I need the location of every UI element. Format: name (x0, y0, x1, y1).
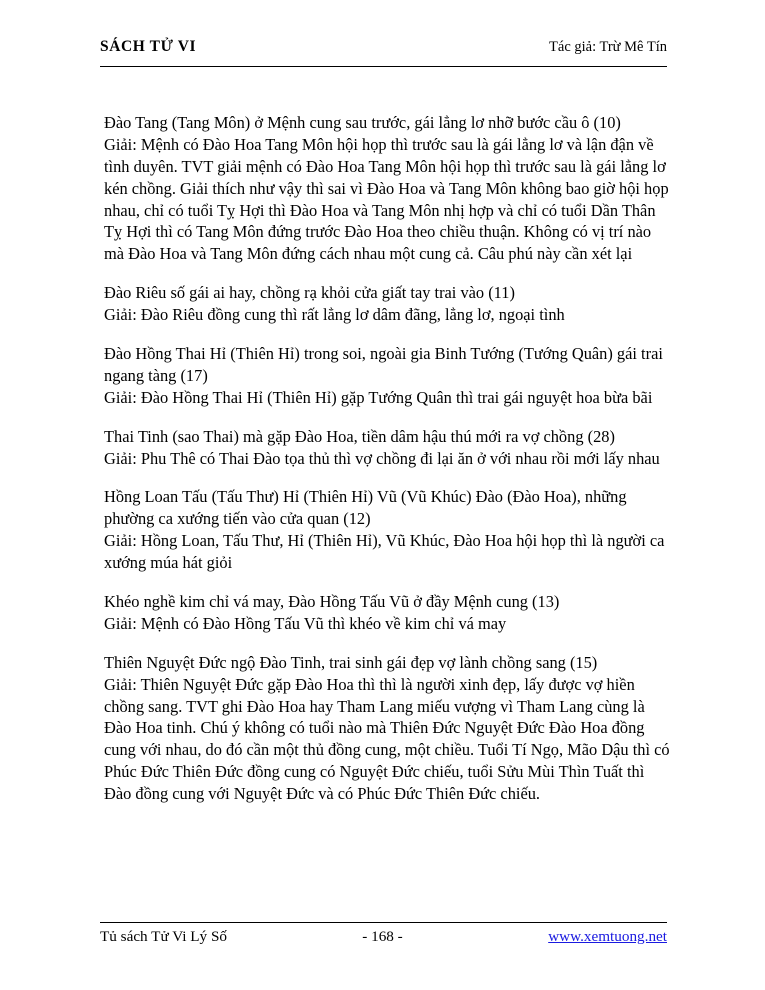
footer-page-number: - 168 - (362, 928, 403, 945)
page-header (100, 38, 667, 56)
header-book-title: SÁCH TỬ VI (100, 38, 197, 55)
verse-line: Khéo nghề kim chỉ vá may, Đào Hồng Tấu Vũ ở đầy Mệnh cung (13) (104, 592, 560, 612)
explanation-line: Giải: Mệnh có Đào Hoa Tang Môn hội họp thì trước sau là gái lẳng lơ và lận đận về tình duyên. TVT giải mệnh có Đào Hoa Tang Môn hội họp thì trước sau là gái lẳng lơ kén chồng. Giải thích như vậy thì sai vì Đào Hoa và Tang Môn không bao giờ hội họp nhau, chỉ có tuổi Tỵ Hợi thì Đào Hoa và Tang Môn nhị hợp và chỉ có tuổi Dần Thân Tỵ Hợi thì có Tang Môn đứng trước Đào Hoa theo chiều thuận. Không có vị trí nào mà Đào Hoa và Tang Môn đứng cách nhau một cung cả. Câu phú này cần xét lại (104, 134, 669, 264)
text-block (104, 112, 670, 265)
text-block (104, 343, 670, 409)
text-block (104, 591, 670, 635)
verse-line: Đào Riêu số gái ai hay, chồng rạ khỏi cửa giất tay trai vào (11) (104, 283, 515, 303)
verse-line: Thai Tinh (sao Thai) mà gặp Đào Hoa, tiền dâm hậu thú mới ra vợ chồng (28) (104, 426, 615, 446)
verse-line: Đào Tang (Tang Môn) ở Mệnh cung sau trước, gái lẳng lơ nhỡ bước cầu ô (10) (104, 113, 621, 132)
footer-website-link[interactable]: www.xemtuong.net (548, 928, 667, 945)
text-block (104, 282, 670, 326)
text-block (104, 652, 670, 805)
verse-line: Hồng Loan Tấu (Tấu Thư) Hỉ (Thiên Hỉ) Vũ (Vũ Khúc) Đào (Đào Hoa), những phường ca xướng tiến vào cửa quan (12) (104, 487, 627, 529)
text-block (104, 486, 670, 574)
explanation-line: Giải: Mệnh có Đào Hồng Tấu Vũ thì khéo về kim chỉ vá may (104, 613, 507, 633)
page-body (104, 112, 670, 805)
header-divider (100, 66, 667, 67)
footer-publisher: Tủ sách Tử Vi Lý Số (100, 928, 227, 945)
explanation-line: Giải: Hồng Loan, Tấu Thư, Hỉ (Thiên Hỉ), Vũ Khúc, Đào Hoa hội họp thì là người ca xướng múa hát giỏi (104, 531, 665, 573)
page-footer (100, 928, 667, 946)
verse-line: Đào Hồng Thai Hỉ (Thiên Hỉ) trong soi, ngoài gia Binh Tướng (Tướng Quân) gái trai ngang tàng (17) (104, 344, 663, 385)
explanation-line: Giải: Phu Thê có Thai Đào tọa thủ thì vợ chồng đi lại ăn ở với nhau rồi mới lấy nhau (104, 448, 660, 468)
text-block (104, 426, 670, 470)
header-author: Tác giả: Trừ Mê Tín (549, 39, 667, 55)
footer-divider (100, 922, 667, 923)
verse-line: Thiên Nguyệt Đức ngộ Đào Tinh, trai sinh gái đẹp vợ lành chồng sang (15) (104, 652, 598, 672)
explanation-line: Giải: Đào Riêu đồng cung thì rất lẳng lơ dâm đãng, lẳng lơ, ngoại tình (104, 305, 565, 325)
explanation-line: Giải: Đào Hồng Thai Hỉ (Thiên Hỉ) gặp Tướng Quân thì trai gái nguyệt hoa bừa bãi (104, 387, 653, 407)
explanation-line: Giải: Thiên Nguyệt Đức gặp Đào Hoa thì thì là người xinh đẹp, lấy được vợ hiền chồng sang. TVT ghi Đào Hoa hay Tham Lang miếu vượng vì Tham Lang cùng là Đào Hoa tinh. Chú ý không có tuổi nào mà Thiên Đức Nguyệt Đức Đào Hoa đồng cung với nhau, do đó cần một thủ đồng cung, một chiều. Tuổi Tí Ngọ, Mão Dậu thì có Phúc Đức Thiên Đức đồng cung có Nguyệt Đức chiếu, tuổi Sửu Mùi Thìn Tuất thì Đào đồng cung với Nguyệt Đức và có Phúc Đức Thiên Đức chiếu. (104, 674, 670, 804)
